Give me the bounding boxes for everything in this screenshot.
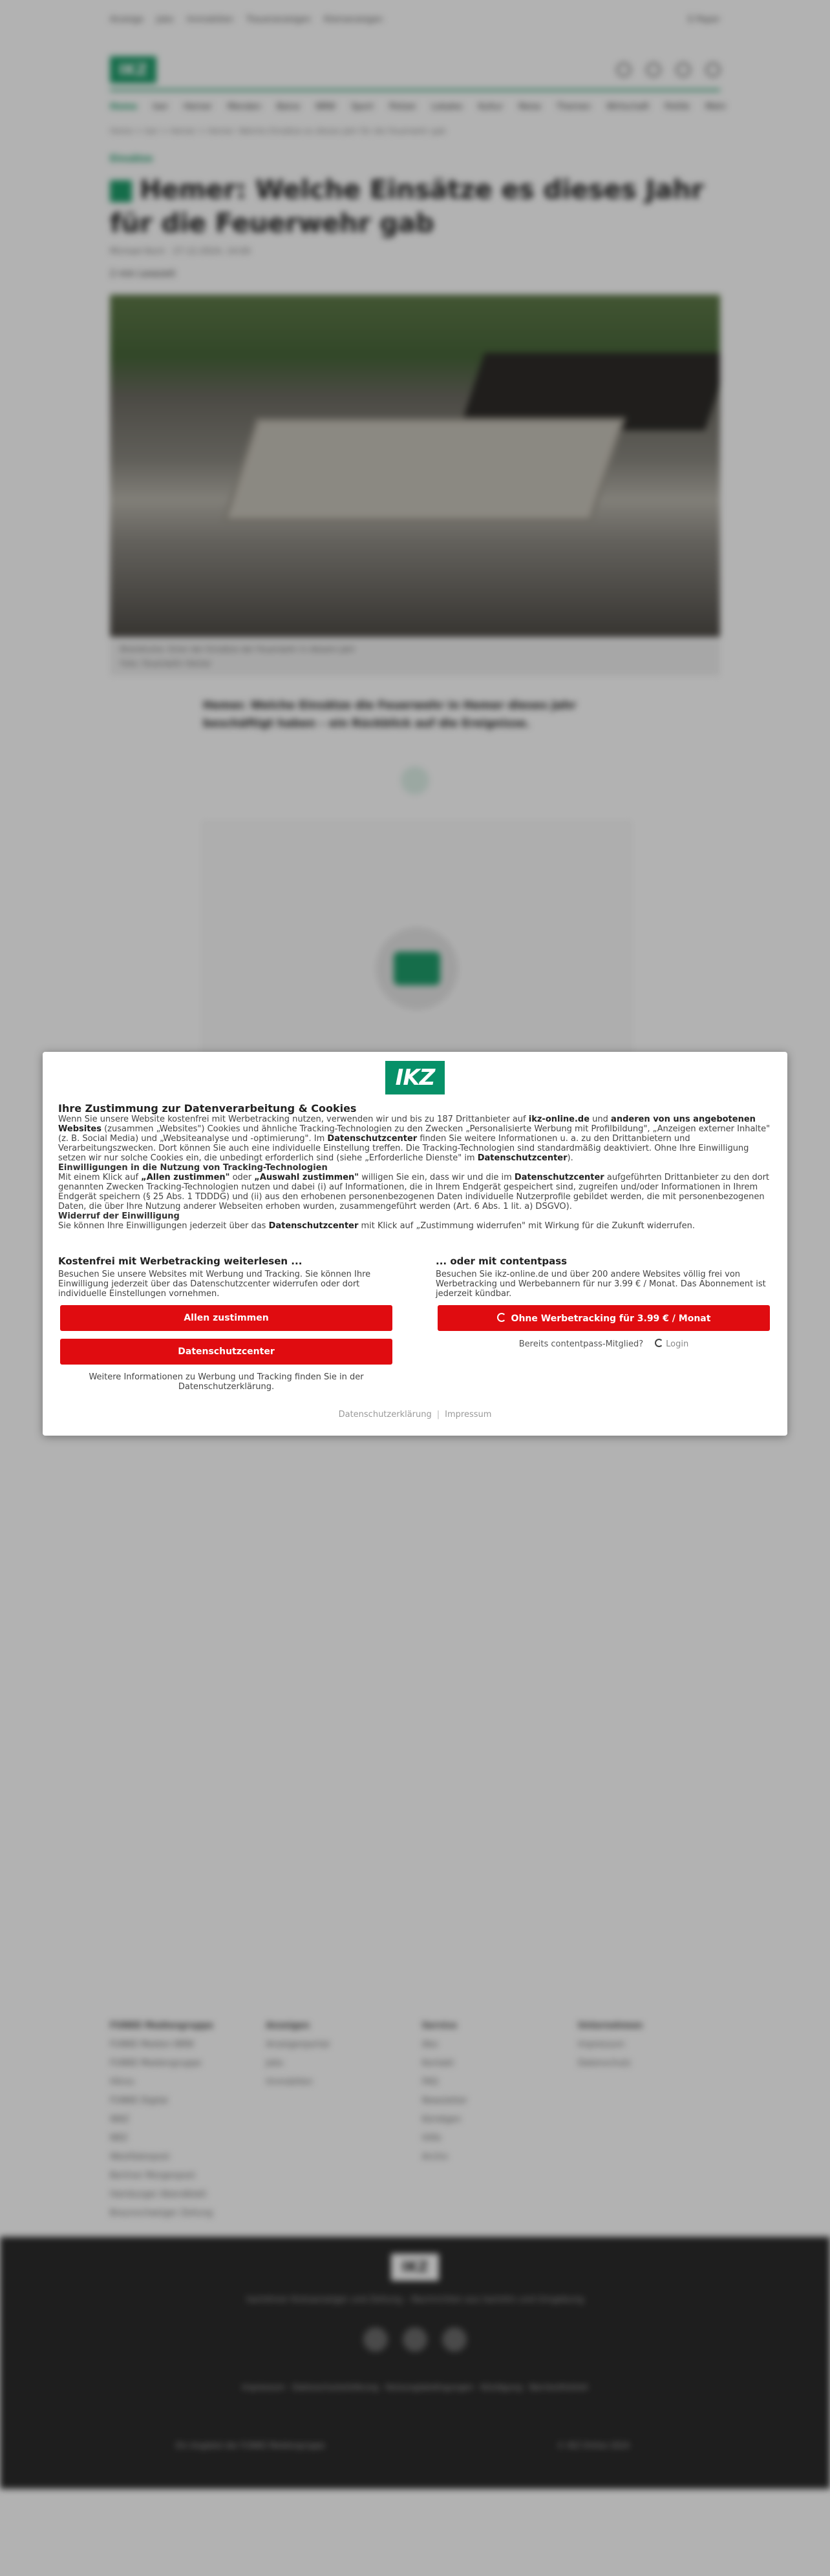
login-spinner-icon xyxy=(655,1339,663,1347)
other-sites-link[interactable]: anderen von uns angebotenen Websites xyxy=(58,1115,756,1134)
footer-link[interactable]: FUNKE Digital xyxy=(110,2096,168,2106)
footer-separator: | xyxy=(436,1410,440,1419)
nav-item[interactable]: Home xyxy=(110,101,138,112)
login-link[interactable]: Login xyxy=(666,1339,689,1349)
topbar-link[interactable]: Traueranzeigen xyxy=(246,14,312,25)
footer-logo[interactable]: IKZ xyxy=(391,2254,439,2281)
nav-item[interactable]: Iser xyxy=(153,101,169,112)
footer-link[interactable]: Anzeigenportal xyxy=(266,2040,330,2049)
free-option-text: Besuchen Sie unsere Websites mit Werbung und Tracking. Sie können Ihre Einwilligung jederzeit über das Datenschutzcenter widerrufen oder dort individuelle Einstellungen vornehmen. xyxy=(58,1270,371,1299)
footer-publisher: Ein Angebot der FUNKE Mediengruppe xyxy=(176,2441,325,2450)
footer-link[interactable]: Hilfe xyxy=(421,2133,442,2143)
nav-item[interactable]: Kultur xyxy=(478,101,504,112)
contentpass-column xyxy=(436,1255,772,1392)
nav-item[interactable]: Sport xyxy=(351,101,374,112)
footer-link[interactable]: Impressum xyxy=(577,2040,625,2049)
member-question: Bereits contentpass-Mitglied? xyxy=(518,1339,644,1349)
privacy-center-link[interactable]: Datenschutzcenter xyxy=(477,1153,568,1163)
nav-item[interactable]: Lokales xyxy=(431,101,463,112)
epaper-link[interactable]: E-Paper xyxy=(688,14,720,25)
read-time: 2 min Lesezeit xyxy=(110,269,176,279)
nav-item[interactable]: NRW xyxy=(315,101,336,112)
topbar-link[interactable]: Anzeige xyxy=(110,14,144,25)
contentpass-login-row xyxy=(436,1339,772,1349)
caption-text: Brandruine: Einer der Einsätze der Feuerwehr in diesem Jahr xyxy=(120,645,356,654)
loading-spinner-icon xyxy=(497,1313,506,1322)
subscribe-contentpass-button[interactable]: Ohne Werbetracking für 3.99 € / Monat xyxy=(438,1305,770,1331)
nav-item[interactable]: Hemer xyxy=(184,101,212,112)
nav-item[interactable]: Balve xyxy=(276,101,301,112)
headline-text: Hemer: Welche Einsätze es dieses Jahr für die Feuerwehr gab xyxy=(110,175,704,238)
nav-item[interactable]: Politik xyxy=(665,101,690,112)
accept-all-button[interactable]: Allen zustimmen xyxy=(60,1305,392,1331)
contentpass-text: Besuchen Sie ikz-online.de und über 200 andere Websites völlig frei von Werbetracking und Werbebannern für nur 3.99 € / Monat. Das Abonnement ist jederzeit kündbar. xyxy=(436,1270,766,1299)
consent-intro: Wenn Sie unsere Website kostenfrei mit Werbetracking nutzen, verwenden wir und bis zu 187 Drittanbieter auf ikz-online.de und anderen von uns angebotenen Websites (zusammen „Websites") Cookies und ähnliche Tracking-Technologien zu den Zwecken „Personalisierte Werbung mit Profilbildung", „Anzeigen externer Inhalte" (z. B. Social Media) und „Websiteanalyse und -optimierung". Im Datenschutzcenter finden Sie weitere Informationen u. a. zu den Drittanbietern und Verarbeitungszwecken. Dort können Sie auch eine individuelle Einstellung treffen. Die Tracking-Technologien sind standardmäßig deaktiviert. Ohne Ihre Einwilligung setzen wir nur solche Cookies ein, die unbedingt erforderlich sind (siehe „Erforderliche Dienste" im Datenschutzcenter). xyxy=(58,1115,771,1163)
footer-link[interactable]: Kündigen xyxy=(421,2115,462,2124)
footer-link[interactable]: Datenschutz xyxy=(577,2058,631,2068)
consent-paragraph: Mit einem Klick auf „Allen zustimmen" oder „Auswahl zustimmen" willigen Sie ein, dass wir und die im Datenschutzcenter aufgeführten Drittanbieter zu den dort genannten Zwecken Tracking-Technologien nutzen und dabei (i) auf Informationen, die in Ihrem Endgerät gespeichert sind, zugreifen und/oder Informationen in Ihrem Endgerät speichern (§ 25 Abs. 1 TDDDG) und (ii) aus den erhobenen personenbezogenen Daten individuelle Nutzerprofile gebildet werden, die mit personenbezogenen Daten, die über Ihre Nutzung anderer Webseiten erhoben wurden, zusammengeführt werden (Art. 6 Abs. 1 lit. a) DSGVO). xyxy=(58,1173,770,1211)
footer-column-title: FUNKE Mediengruppe xyxy=(110,2021,213,2031)
contentpass-heading: ... oder mit contentpass xyxy=(436,1255,568,1267)
nav-item[interactable]: Reise xyxy=(518,101,541,112)
footer-link[interactable]: Newsletter xyxy=(421,2096,467,2106)
tracking-info-note: Weitere Informationen zu Werbung und Tracking finden Sie in der Datenschutzerklärung. xyxy=(89,1372,364,1392)
privacy-policy-link[interactable]: Datenschutzerklärung xyxy=(338,1410,432,1419)
footer-link[interactable]: Abo xyxy=(421,2040,438,2049)
consent-options xyxy=(58,1255,772,1392)
footer-link[interactable]: Immobilien xyxy=(266,2077,313,2087)
footer-column-title: Anzeigen xyxy=(266,2021,310,2031)
topbar-link[interactable]: Immobilien xyxy=(186,14,234,25)
consent-dialog xyxy=(43,1052,787,1436)
article-byline: Michael Koch · 27.12.2024, 14:00 xyxy=(110,247,251,257)
dialog-footer xyxy=(43,1410,787,1419)
footer-link[interactable]: Westfalenpost xyxy=(110,2152,170,2162)
nav-item[interactable]: Wirtschaft xyxy=(606,101,650,112)
site-logo[interactable]: IKZ xyxy=(110,56,156,83)
footer-link[interactable]: FUNKE Medien NRW xyxy=(110,2040,195,2049)
topbar-link[interactable]: Jobs xyxy=(156,14,174,25)
footer-link[interactable]: Hörzu xyxy=(110,2077,135,2087)
topbar-link[interactable]: Kleinanzeigen xyxy=(324,14,383,25)
privacy-center-link[interactable]: Datenschutzcenter xyxy=(514,1173,604,1182)
footer-legal-links[interactable]: Impressum · Datenschutzerklärung · Nutzungsbedingungen · Kündigung · Barrierefreiheit xyxy=(242,2383,588,2392)
footer-column-title: Unternehmen xyxy=(577,2021,643,2031)
article-kicker: Einsätze xyxy=(110,154,153,164)
consent-text xyxy=(58,1104,772,1231)
footer-copyright: © IKZ Online 2024 xyxy=(557,2441,630,2450)
footer-link[interactable]: NRZ xyxy=(110,2133,128,2143)
footer-link[interactable]: Jobs xyxy=(266,2058,284,2068)
nav-item[interactable]: Themen xyxy=(556,101,591,112)
footer-link[interactable]: FUNKE Mediengruppe xyxy=(110,2058,202,2068)
privacy-center-link[interactable]: Datenschutzcenter xyxy=(327,1134,418,1144)
imprint-link[interactable]: Impressum xyxy=(445,1410,492,1419)
footer-link[interactable]: Kontakt xyxy=(421,2058,454,2068)
footer-link[interactable]: Hamburger Abendblatt xyxy=(110,2190,207,2199)
article-lead: Hemer. Welche Einsätze die Feuerwehr in Hemer dieses Jahr beschäftigt haben – ein Rückblick auf die Ereignisse. xyxy=(203,699,577,730)
privacy-center-link[interactable]: Datenschutzcenter xyxy=(268,1221,359,1231)
revoke-paragraph: Sie können Ihre Einwilligungen jederzeit über das Datenschutzcenter mit Klick auf „Zustimmung widerrufen" mit Wirkung für die Zukunft widerrufen. xyxy=(58,1221,695,1231)
revoke-heading: Widerruf der Einwilligung xyxy=(58,1211,180,1221)
privacy-center-button[interactable]: Datenschutzcenter xyxy=(60,1339,392,1365)
caption-credit: Foto: Feuerwehr Hemer xyxy=(120,659,212,668)
nav-item[interactable]: Mehr xyxy=(705,101,727,112)
nav-item[interactable]: Menden xyxy=(227,101,261,112)
dialog-title: Ihre Zustimmung zur Datenverarbeitung & Cookies xyxy=(58,1102,357,1115)
breadcrumb: Home > Iser > Hemer > Hemer: Welche Einsätze es dieses Jahr für die Feuerwehr gab xyxy=(110,127,446,136)
footer-link[interactable]: FAQ xyxy=(421,2077,438,2087)
footer-link[interactable]: Berliner Morgenpost xyxy=(110,2171,196,2181)
footer-column-title: Service xyxy=(421,2021,457,2031)
consent-heading: Einwilligungen in die Nutzung von Tracking-Technologien xyxy=(58,1163,328,1173)
free-with-tracking-column xyxy=(58,1255,394,1392)
footer-link[interactable]: Archiv xyxy=(421,2152,449,2162)
footer-link[interactable]: WAZ xyxy=(110,2115,129,2124)
footer-link[interactable]: Braunschweiger Zeitung xyxy=(110,2208,213,2218)
free-option-heading: Kostenfrei mit Werbetracking weiterlesen ... xyxy=(58,1255,303,1267)
footer-tagline: Iserlohner Kreisanzeiger und Zeitung – Nachrichten aus Iserlohn und Umgebung xyxy=(246,2295,584,2305)
dialog-logo: IKZ xyxy=(385,1061,445,1094)
site-name: ikz-online.de xyxy=(528,1115,590,1124)
nav-item[interactable]: Polizei xyxy=(389,101,416,112)
